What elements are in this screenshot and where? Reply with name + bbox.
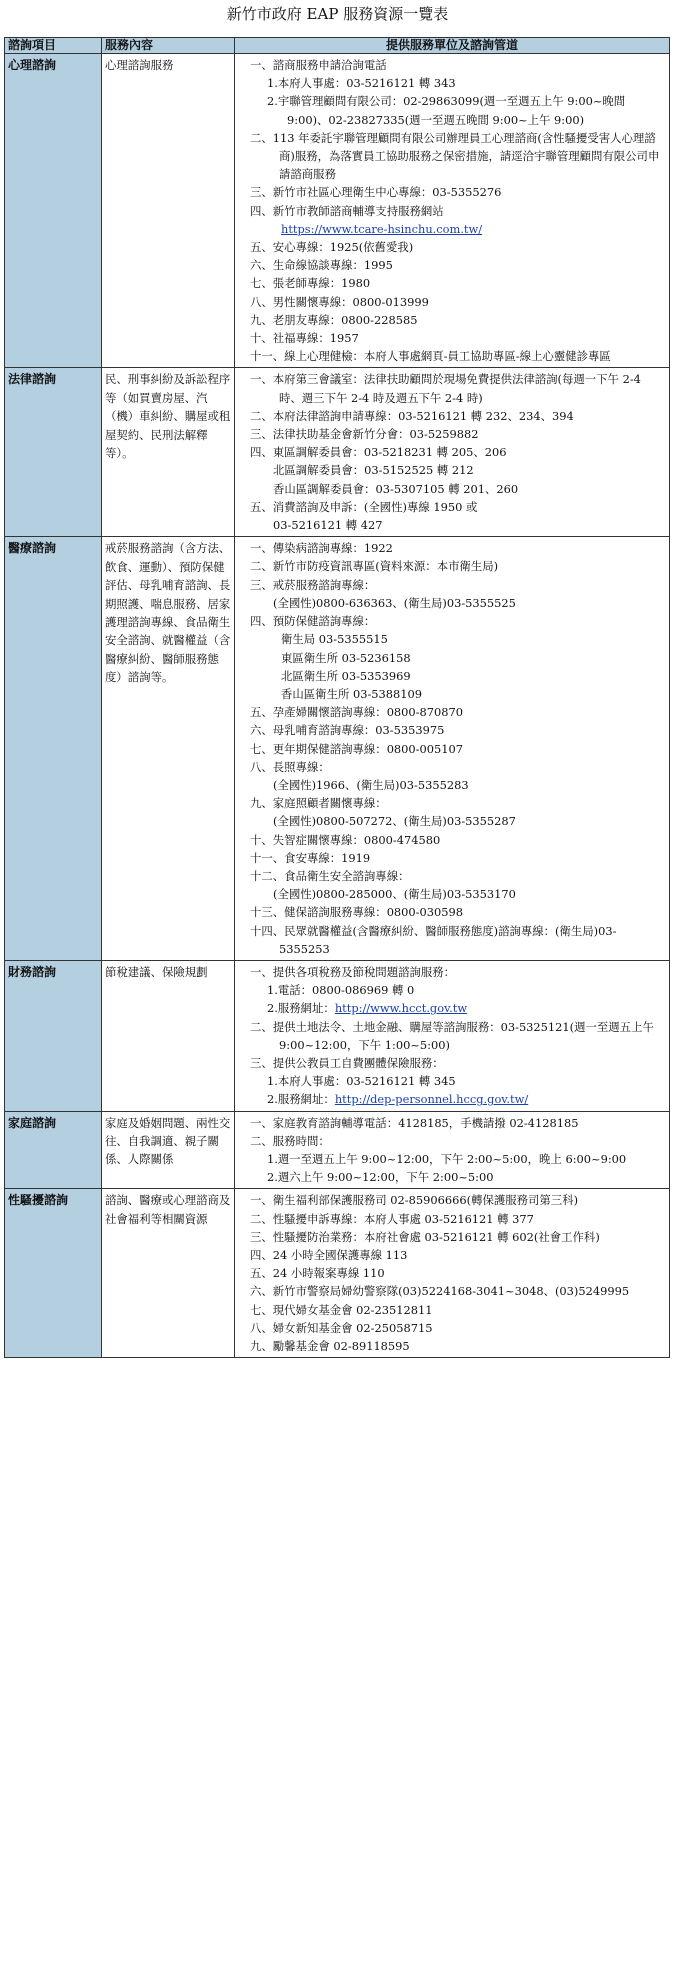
provider-line-text: 香山區調解委員會：03-5307105 轉 201、260: [273, 481, 519, 496]
header-provider: 提供服務單位及諮詢管道: [235, 38, 670, 54]
provider-line-text: 2.週六上午 9:00~12:00，下午 2:00~5:00: [267, 1170, 494, 1185]
provider-line-text: (全國性)1966、(衛生局)03-5355283: [273, 777, 469, 792]
category-cell: 財務諮詢: [5, 960, 102, 1111]
eap-resource-table: [4, 37, 670, 1358]
provider-cell: [235, 960, 670, 1111]
provider-line: [241, 370, 665, 406]
provider-line-text: 北區調解委員會：03-5152525 轉 212: [273, 463, 474, 478]
provider-line: [241, 1132, 665, 1150]
provider-line-text: 二、服務時間：: [250, 1133, 330, 1148]
provider-line-text: 一、本府第三會議室：法律扶助顧問於現場免費提供法律諮詢(每週一下午 2-4 時、週三下午 2-4 時及週五下午 2-4 時): [250, 372, 641, 405]
provider-line-text: 四、東區調解委員會：03-5218231 轉 205、206: [250, 445, 507, 460]
provider-line: [241, 480, 665, 498]
provider-line-text: 1.本府人事處：03-5216121 轉 343: [267, 76, 456, 91]
provider-line: [241, 407, 665, 425]
provider-line: [241, 922, 665, 958]
provider-line-text: 一、傳染病諮詢專線：1922: [250, 541, 393, 556]
website-link[interactable]: https://www.tcare-hsinchu.com.tw/: [281, 221, 483, 236]
provider-line-text: 八、婦女新知基金會 02-25058715: [250, 1320, 433, 1335]
provider-line: [241, 594, 665, 612]
provider-line: [241, 1054, 665, 1072]
provider-cell: [235, 1111, 670, 1189]
provider-line: [241, 1168, 665, 1186]
provider-line-text: 三、提供公教員工自費團體保險服務：: [250, 1055, 444, 1070]
provider-line-text: 三、性騷擾防治業務：本府社會處 03-5216121 轉 602(社會工作科): [250, 1229, 600, 1244]
website-link[interactable]: http://dep-personnel.hccg.gov.tw/: [334, 1092, 529, 1107]
provider-line: [241, 539, 665, 557]
provider-line: [241, 794, 665, 812]
provider-line: [241, 981, 665, 999]
table-row: [5, 54, 670, 368]
provider-line-text: 2.服務網址：: [267, 1001, 335, 1016]
provider-line: [241, 630, 665, 648]
provider-line: [241, 903, 665, 921]
provider-line-text: 五、孕產婦關懷諮詢專線：0800-870870: [250, 705, 464, 720]
provider-line-text: 二、113 年委託宇聯管理顧問有限公司辦理員工心理諮商(含性騷擾受害人心理諮商)服務，為落實員工協助服務之保密措施，請逕洽宇聯管理顧問有限公司申請諮商服務: [250, 130, 660, 182]
provider-line-text: 北區衛生所 03-5353969: [281, 668, 411, 683]
provider-line: [241, 347, 665, 365]
provider-line-text: 二、性騷擾申訴專線：本府人事處 03-5216121 轉 377: [250, 1211, 534, 1226]
provider-line-text: 一、諮商服務申請洽詢電話: [250, 58, 387, 72]
provider-line: [241, 685, 665, 703]
provider-line: [241, 1018, 665, 1054]
header-category: 諮詢項目: [5, 38, 102, 54]
table-row: [5, 960, 670, 1111]
provider-line: [241, 92, 665, 128]
provider-line-text: 八、男性關懷專線：0800-013999: [250, 294, 429, 309]
provider-line-text: 十、社福專線：1957: [250, 331, 359, 346]
provider-line-text: 四、24 小時全國保護專線 113: [250, 1248, 408, 1262]
provider-line: [241, 220, 665, 238]
provider-line: [241, 1301, 665, 1319]
provider-line: [241, 443, 665, 461]
provider-line-text: 一、家庭教育諮詢輔導電話：4128185，手機請撥 02-4128185: [250, 1115, 579, 1130]
table-row: [5, 1111, 670, 1189]
provider-line-text: 十一、食安專線：1919: [250, 850, 371, 865]
category-cell: 性騷擾諮詢: [5, 1189, 102, 1358]
provider-line: [241, 238, 665, 256]
provider-line: [241, 256, 665, 274]
provider-line: [241, 1210, 665, 1228]
provider-line: [241, 56, 665, 74]
provider-line: [241, 740, 665, 758]
provider-line: [241, 557, 665, 575]
category-cell: 家庭諮詢: [5, 1111, 102, 1189]
provider-line-text: 2.服務網址：: [267, 1092, 335, 1107]
provider-line: [241, 1090, 665, 1108]
service-cell: 諮詢、醫療或心理諮商及社會福利等相關資源: [102, 1189, 235, 1358]
provider-line: [241, 498, 665, 516]
table-header-row: [5, 38, 670, 54]
provider-line-text: 1.週一至週五上午 9:00~12:00，下午 2:00~5:00，晚上 6:00~9:00: [267, 1151, 627, 1166]
provider-line-text: 十三、健保諮詢服務專線：0800-030598: [250, 905, 464, 920]
table-row: [5, 1189, 670, 1358]
provider-line-text: (全國性)0800-636363、(衛生局)03-5355525: [273, 595, 516, 610]
service-cell: 心理諮詢服務: [102, 54, 235, 368]
provider-line: [241, 649, 665, 667]
provider-line-text: 十二、食品衛生安全諮詢專線：: [250, 868, 410, 883]
provider-line: [241, 516, 665, 534]
provider-line: [241, 1228, 665, 1246]
table-row: [5, 537, 670, 961]
provider-line-text: 三、戒菸服務諮詢專線：: [250, 577, 376, 592]
provider-line: [241, 667, 665, 685]
provider-line: [241, 885, 665, 903]
provider-line-text: 1.本府人事處：03-5216121 轉 345: [267, 1074, 456, 1089]
service-cell: 民、刑事糾紛及訴訟程序等（如買賣房屋、汽（機）車糾紛、購屋或租屋契約、民刑法解釋等）。: [102, 368, 235, 537]
provider-cell: [235, 1189, 670, 1358]
provider-line-text: 九、家庭照顧者關懷專線：: [250, 796, 387, 811]
provider-line-text: 十四、民眾就醫權益(含醫療糾紛、醫師服務態度)諮詢專線：(衛生局)03-5355253: [250, 923, 617, 956]
provider-line-text: 一、衛生福利部保護服務司 02-85906666(轉保護服務司第三科): [250, 1193, 579, 1208]
provider-line-text: 五、24 小時報案專線 110: [250, 1266, 385, 1281]
page-title: 新竹市政府 EAP 服務資源一覽表: [226, 5, 449, 23]
provider-line: [241, 129, 665, 184]
provider-line: [241, 1191, 665, 1209]
provider-line-text: 二、新竹市防疫資訊專區(資料來源：本市衛生局): [250, 559, 499, 574]
provider-line: [241, 329, 665, 347]
provider-line: [241, 1150, 665, 1168]
provider-line-text: 六、新竹市警察局婦幼警察隊(03)5224168-3041~3048、(03)5249995: [250, 1284, 630, 1299]
provider-line-text: 三、法律扶助基金會新竹分會：03-5259882: [250, 427, 479, 442]
provider-line: [241, 812, 665, 830]
provider-line-text: 衛生局 03-5355515: [281, 632, 388, 647]
provider-line-text: 七、更年期保健諮詢專線：0800-005107: [250, 741, 464, 756]
provider-line-text: 六、母乳哺育諮詢專線：03-5353975: [250, 723, 445, 738]
header-service: 服務內容: [102, 38, 235, 54]
provider-line-text: 二、本府法律諮詢申請專線：03-5216121 轉 232、234、394: [250, 408, 574, 423]
provider-line: [241, 425, 665, 443]
provider-line: [241, 612, 665, 630]
provider-line-text: 四、預防保健諮詢專線：: [250, 614, 376, 629]
table-body: [5, 54, 670, 1358]
provider-line-text: 七、現代婦女基金會 02-23512811: [250, 1302, 433, 1317]
provider-line: [241, 1072, 665, 1090]
provider-line-text: 四、新竹市教師諮商輔導支持服務網站: [250, 203, 444, 218]
provider-line: [241, 1282, 665, 1300]
provider-line-text: (全國性)0800-507272、(衛生局)03-5355287: [273, 814, 516, 829]
provider-line: [241, 1246, 665, 1264]
provider-line: [241, 1319, 665, 1337]
provider-line: [241, 867, 665, 885]
service-cell: 家庭及婚姻問題、兩性交往、自我調適、親子關係、人際關係: [102, 1111, 235, 1189]
provider-line: [241, 849, 665, 867]
provider-line: [241, 311, 665, 329]
provider-line: [241, 183, 665, 201]
provider-line-text: 香山區衛生所 03-5388109: [281, 686, 423, 701]
provider-line: [241, 1264, 665, 1282]
service-cell: 戒菸服務諮詢（含方法、飲食、運動）、預防保健評估、母乳哺育諮詢、長期照護、喘息服務、居家護理諮詢專線、食品衛生安全諮詢、就醫權益（含醫療糾紛、醫師服務態度）諮詢等。: [102, 537, 235, 961]
provider-line-text: 九、勵馨基金會 02-89118595: [250, 1339, 410, 1354]
provider-cell: [235, 368, 670, 537]
table-row: [5, 368, 670, 537]
provider-line-text: 九、老朋友專線：0800-228585: [250, 312, 418, 327]
provider-line-text: 六、生命線協談專線：1995: [250, 258, 393, 273]
provider-line-text: 十、失智症關懷專線：0800-474580: [250, 832, 441, 847]
provider-line: [241, 721, 665, 739]
provider-line: [241, 274, 665, 292]
provider-line-text: 五、安心專線：1925(依舊愛我): [250, 240, 414, 255]
category-cell: 醫療諮詢: [5, 537, 102, 961]
provider-line-text: 七、張老師專線：1980: [250, 276, 371, 291]
provider-cell: [235, 54, 670, 368]
provider-line: [241, 758, 665, 776]
website-link[interactable]: http://www.hcct.gov.tw: [334, 1001, 468, 1016]
provider-line-text: 一、提供各項稅務及節稅問題諮詢服務：: [250, 964, 456, 979]
provider-line-text: 東區衛生所 03-5236158: [281, 650, 411, 665]
provider-line: [241, 999, 665, 1017]
provider-line: [241, 963, 665, 981]
category-cell: 心理諮詢: [5, 54, 102, 368]
provider-line-text: (全國性)0800-285000、(衛生局)03-5353170: [273, 887, 516, 902]
provider-line: [241, 461, 665, 479]
provider-line: [241, 831, 665, 849]
category-cell: 法律諮詢: [5, 368, 102, 537]
provider-line: [241, 776, 665, 794]
service-cell: 節稅建議、保險規劃: [102, 960, 235, 1111]
provider-line-text: 1.電話：0800-086969 轉 0: [267, 983, 415, 998]
provider-line: [241, 293, 665, 311]
provider-cell: [235, 537, 670, 961]
provider-line-text: 八、長照專線：: [250, 759, 330, 774]
provider-line: [241, 202, 665, 220]
provider-line-text: 五、消費諮詢及申訴：(全國性)專線 1950 或: [250, 499, 478, 514]
provider-line-text: 二、提供土地法令、土地金融、購屋等諮詢服務：03-5325121(週一至週五上午 9:00~12:00，下午 1:00~5:00): [250, 1019, 654, 1052]
provider-line: [241, 1114, 665, 1132]
provider-line-text: 三、新竹市社區心理衛生中心專線：03-5355276: [250, 185, 502, 200]
provider-line: [241, 576, 665, 594]
provider-line: [241, 703, 665, 721]
provider-line-text: 03-5216121 轉 427: [273, 518, 383, 533]
provider-line: [241, 1337, 665, 1355]
provider-line-text: 十一、線上心理健檢：本府人事處網頁-員工協助專區-線上心靈健診專區: [250, 349, 611, 364]
provider-line: [241, 74, 665, 92]
provider-line-text: 2.宇聯管理顧問有限公司：02-29863099(週一至週五上午 9:00~晚間 9:00)、02-23827335(週一至週五晚間 9:00~上午 9:00): [267, 94, 626, 127]
